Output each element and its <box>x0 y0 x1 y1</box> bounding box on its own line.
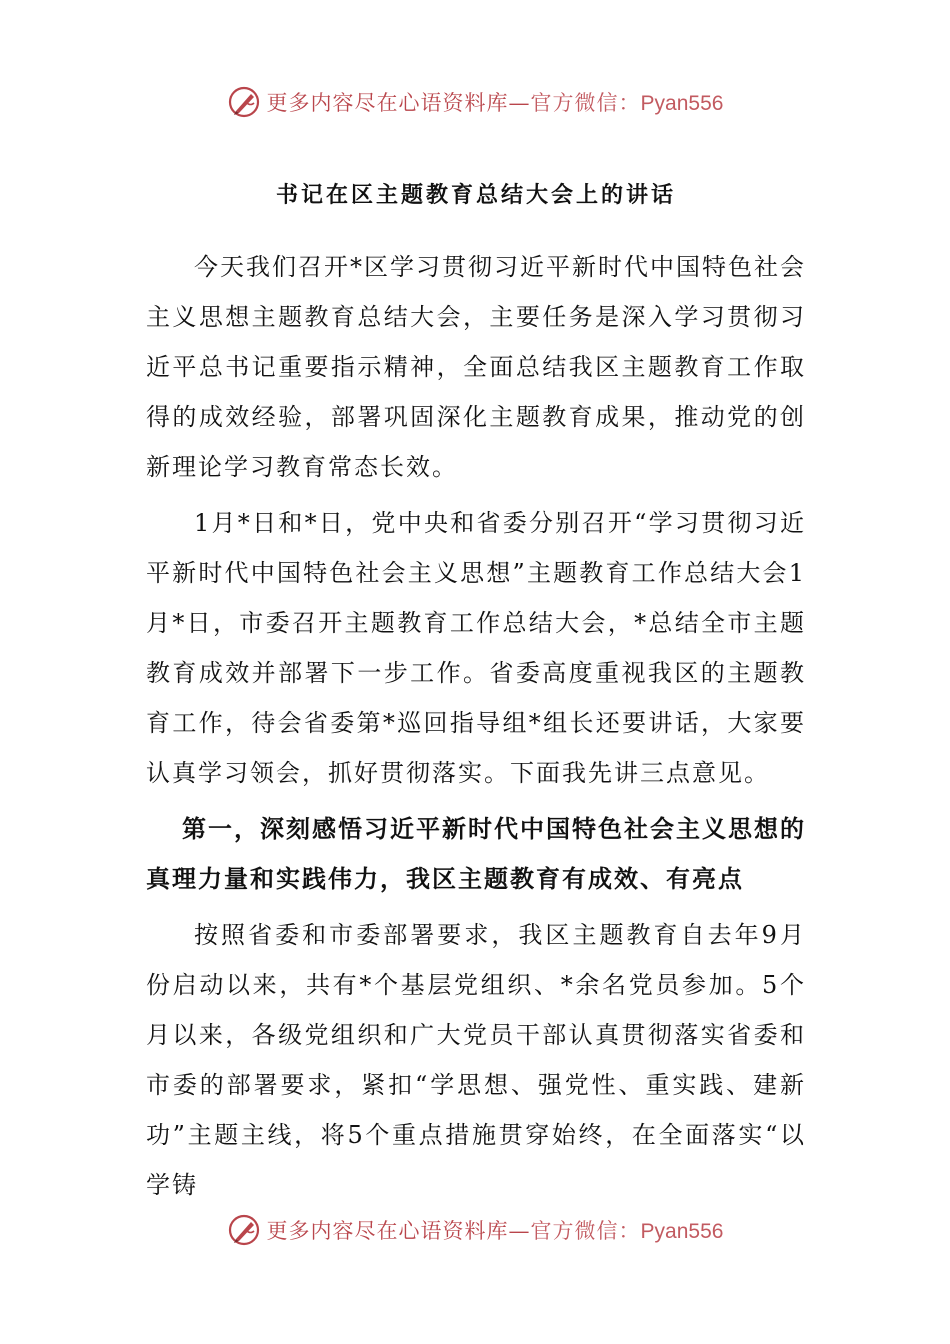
paragraph-intro: 今天我们召开*区学习贯彻习近平新时代中国特色社会主义思想主题教育总结大会，主要任务是深入学习贯彻习近平总书记重要指示精神，全面总结我区主题教育工作取得的成效经验，部署巩固深化主题教育成果，推动党的创新理论学习教育常态长效。 <box>146 253 806 481</box>
footer-watermark <box>0 1210 950 1250</box>
section-heading: 第一，深刻感悟习近平新时代中国特色社会主义思想的真理力量和实践伟力，我区主题教育有成效、有亮点 <box>146 814 806 893</box>
header-watermark <box>0 82 950 122</box>
document-title: 书记在区主题教育总结大会上的讲话 <box>275 182 676 208</box>
watermark-text: 更多内容尽在心语资料库—官方微信：Pyan556 <box>266 1219 724 1243</box>
pen-logo-icon <box>227 85 261 119</box>
paragraph-background: 1月*日和*日，党中央和省委分别召开“学习贯彻习近平新时代中国特色社会主义思想”主题教育工作总结大会1月*日，市委召开主题教育工作总结大会，*总结全市主题教育成效并部署下一步工作。省委高度重视我区的主题教育工作，待会省委第*巡回指导组*组长还要讲话，大家要认真学习领会，抓好贯彻落实。下面我先讲三点意见。 <box>146 509 806 787</box>
document-body <box>146 170 806 1216</box>
watermark-text: 更多内容尽在心语资料库—官方微信：Pyan556 <box>266 91 724 115</box>
pen-logo-icon <box>227 1213 261 1247</box>
paragraph-section-one: 按照省委和市委部署要求，我区主题教育自去年9月份启动以来，共有*个基层党组织、*余名党员参加。5个月以来，各级党组织和广大党员干部认真贯彻落实省委和市委的部署要求，紧扣“学思想、强党性、重实践、建新功”主题主线，将5个重点措施贯穿始终，在全面落实“以学铸 <box>146 921 806 1199</box>
